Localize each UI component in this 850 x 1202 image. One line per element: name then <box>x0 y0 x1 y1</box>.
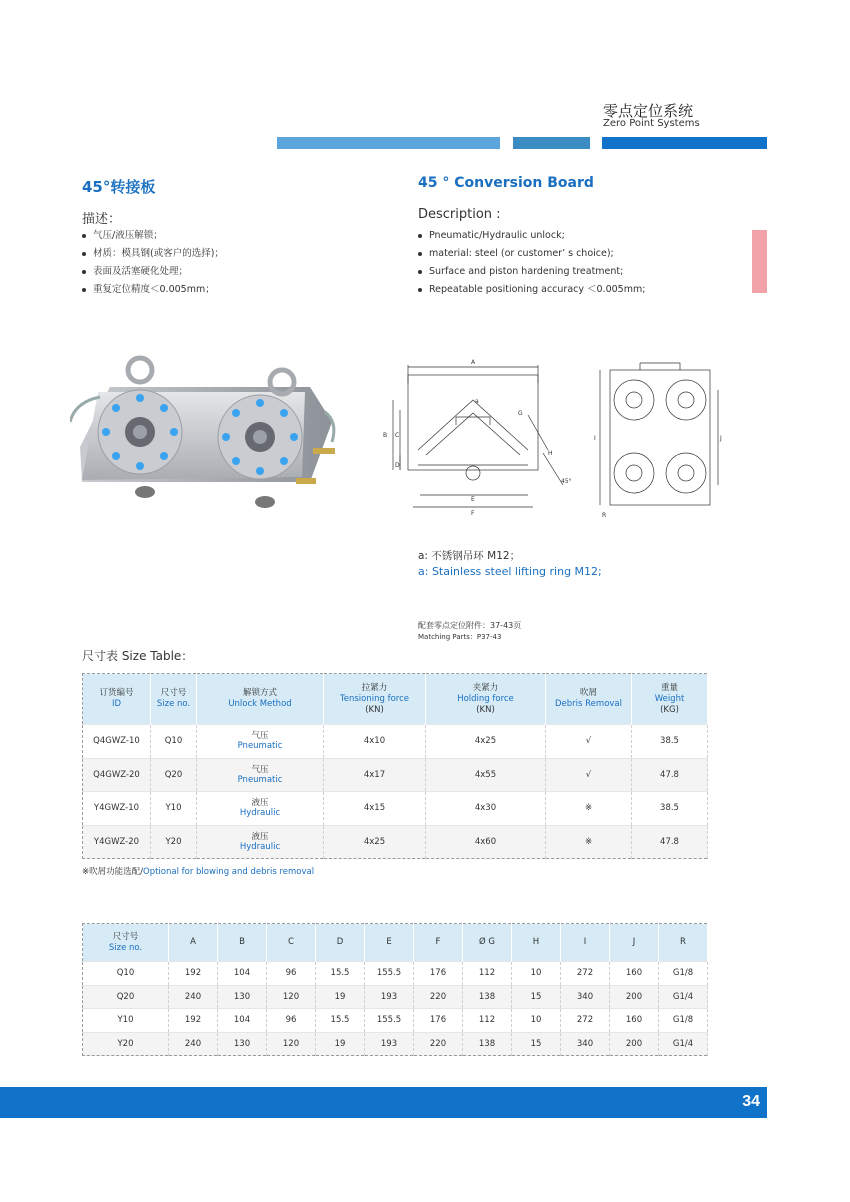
cell-id: Q4GWZ-20 <box>83 758 151 792</box>
table-cell: G1/8 <box>659 962 708 986</box>
dim-label-a: A <box>471 359 476 366</box>
cell-size: Q10 <box>151 725 197 759</box>
col-header-r: R <box>659 924 708 962</box>
header-bar-mid <box>513 137 590 149</box>
col-header-c: C <box>267 924 316 962</box>
brand-title-en: Zero Point Systems <box>603 118 700 129</box>
col-header-b: B <box>218 924 267 962</box>
cell-tension: 4x17 <box>324 758 426 792</box>
cell-method: 气压 Pneumatic <box>197 758 324 792</box>
col-header-g: Ø G <box>463 924 512 962</box>
dim-label-e: E <box>471 496 475 503</box>
col-header-holding-force: 夹紧力 Holding force (KN) <box>426 674 546 725</box>
cell-method: 液压 Hydraulic <box>197 792 324 826</box>
dim-label-h: H <box>548 450 553 457</box>
col-header-size: 尺寸号 Size no. <box>151 674 197 725</box>
technical-drawing-top <box>590 355 730 520</box>
cell-size: Y20 <box>151 825 197 859</box>
table-cell: 340 <box>561 985 610 1009</box>
table-cell: 160 <box>610 1009 659 1033</box>
list-item: 表面及活塞硬化处理； <box>82 263 224 281</box>
table-cell: 160 <box>610 962 659 986</box>
table-cell: 193 <box>365 985 414 1009</box>
cell-id: Y4GWZ-20 <box>83 825 151 859</box>
table-cell: 240 <box>169 985 218 1009</box>
product-photo <box>70 352 350 522</box>
cell-tension: 4x25 <box>324 825 426 859</box>
table-row <box>83 1032 708 1056</box>
table-cell: 192 <box>169 1009 218 1033</box>
description-heading-en: Description : <box>418 207 501 222</box>
cell-id: Y4GWZ-10 <box>83 792 151 826</box>
table-row <box>83 825 708 859</box>
col-header-weight: 重量 Weight (KG) <box>632 674 708 725</box>
table-cell: 272 <box>561 962 610 986</box>
table-cell: G1/4 <box>659 1032 708 1056</box>
col-header-tensioning-force: 拉紧力 Tensioning force (KN) <box>324 674 426 725</box>
list-item: 材质：模具钢(或客户的选择)； <box>82 245 224 263</box>
list-item: 重复定位精度＜0.005mm； <box>82 281 224 299</box>
table-cell: 130 <box>218 1032 267 1056</box>
dim-label-f: F <box>471 510 475 517</box>
table-cell: 112 <box>463 1009 512 1033</box>
table-row <box>83 1009 708 1033</box>
col-header-i: I <box>561 924 610 962</box>
table-cell: 240 <box>169 1032 218 1056</box>
product-title-en: 45 ° Conversion Board <box>418 175 594 191</box>
col-header-f: F <box>414 924 463 962</box>
cell-debris: ※ <box>546 825 632 859</box>
cell-id: Q4GWZ-10 <box>83 725 151 759</box>
col-header-size: 尺寸号 Size no. <box>83 924 169 962</box>
header-bar-light <box>277 137 500 149</box>
dimension-table <box>82 923 708 1056</box>
dim-label-i: I <box>594 435 596 442</box>
cell-debris: ※ <box>546 792 632 826</box>
list-item: Pneumatic/Hydraulic unlock; <box>418 227 645 245</box>
table-cell: 220 <box>414 1032 463 1056</box>
header-bar-dark <box>602 137 767 149</box>
table-cell: 130 <box>218 985 267 1009</box>
table-cell: Q10 <box>83 962 169 986</box>
list-item: 气压/液压解锁； <box>82 227 224 245</box>
table-cell: 96 <box>267 962 316 986</box>
matching-parts-cn: 配套零点定位附件：37-43页 <box>418 621 522 630</box>
col-header-j: J <box>610 924 659 962</box>
description-heading-cn: 描述： <box>82 212 122 227</box>
table-row <box>83 725 708 759</box>
table-cell: 15 <box>512 1032 561 1056</box>
cell-holding: 4x25 <box>426 725 546 759</box>
table-cell: 15.5 <box>316 962 365 986</box>
dim-label-g: G <box>518 410 523 417</box>
cell-weight: 38.5 <box>632 792 708 826</box>
table-cell: G1/4 <box>659 985 708 1009</box>
technical-drawing-side <box>378 355 578 520</box>
table-header-row <box>83 924 708 962</box>
table-cell: 193 <box>365 1032 414 1056</box>
cell-holding: 4x60 <box>426 825 546 859</box>
table-cell: 176 <box>414 962 463 986</box>
size-table-title: 尺寸表 Size Table： <box>82 649 194 663</box>
dim-label-c: C <box>395 432 400 439</box>
dim-label-b: B <box>383 432 388 439</box>
dim-label-r: R <box>602 512 607 519</box>
table-cell: G1/8 <box>659 1009 708 1033</box>
table-cell: 104 <box>218 1009 267 1033</box>
dim-label-j: J <box>720 435 722 442</box>
description-list-en <box>418 227 645 299</box>
side-tab-marker <box>752 230 767 293</box>
cell-method: 气压 Pneumatic <box>197 725 324 759</box>
description-list-cn <box>82 227 224 299</box>
col-header-id: 订货编号 ID <box>83 674 151 725</box>
table-row <box>83 985 708 1009</box>
dim-label-d: D <box>395 462 400 469</box>
table-row <box>83 758 708 792</box>
footer-bar <box>0 1087 767 1118</box>
table-cell: 19 <box>316 1032 365 1056</box>
col-header-h: H <box>512 924 561 962</box>
table-cell: 200 <box>610 1032 659 1056</box>
table-row <box>83 792 708 826</box>
table-cell: Y10 <box>83 1009 169 1033</box>
list-item: material: steel (or customer’ s choice); <box>418 245 645 263</box>
cell-weight: 47.8 <box>632 758 708 792</box>
table-cell: 96 <box>267 1009 316 1033</box>
cell-debris: √ <box>546 725 632 759</box>
cell-tension: 4x15 <box>324 792 426 826</box>
col-header-a: A <box>169 924 218 962</box>
table-cell: 15 <box>512 985 561 1009</box>
table-cell: 176 <box>414 1009 463 1033</box>
table-cell: 340 <box>561 1032 610 1056</box>
cell-weight: 38.5 <box>632 725 708 759</box>
debris-footnote: ※吹屑功能选配/Optional for blowing and debris removal <box>82 867 315 877</box>
dim-label-a-ring: a <box>475 398 479 405</box>
product-title-cn: 45°转接板 <box>82 178 156 196</box>
table-row <box>83 962 708 986</box>
list-item: Repeatable positioning accuracy ＜0.005mm; <box>418 281 645 299</box>
list-item: Surface and piston hardening treatment; <box>418 263 645 281</box>
table-cell: 104 <box>218 962 267 986</box>
table-cell: 138 <box>463 1032 512 1056</box>
dim-label-angle: 45° <box>561 478 572 485</box>
table-cell: 112 <box>463 962 512 986</box>
table-cell: 138 <box>463 985 512 1009</box>
table-cell: Y20 <box>83 1032 169 1056</box>
table-cell: 155.5 <box>365 962 414 986</box>
table-header-row <box>83 674 708 725</box>
cell-debris: √ <box>546 758 632 792</box>
brand-title-cn: 零点定位系统 <box>603 102 694 120</box>
table-cell: 272 <box>561 1009 610 1033</box>
cell-weight: 47.8 <box>632 825 708 859</box>
col-header-debris-removal: 吹屑 Debris Removal <box>546 674 632 725</box>
table-cell: 192 <box>169 962 218 986</box>
cell-method: 液压 Hydraulic <box>197 825 324 859</box>
col-header-unlock-method: 解锁方式 Unlock Method <box>197 674 324 725</box>
page-number: 34 <box>742 1093 760 1110</box>
table-cell: 120 <box>267 985 316 1009</box>
table-cell: 155.5 <box>365 1009 414 1033</box>
table-cell: Q20 <box>83 985 169 1009</box>
col-header-e: E <box>365 924 414 962</box>
spec-table <box>82 673 708 859</box>
cell-size: Y10 <box>151 792 197 826</box>
matching-parts-en: Matching Parts：P37-43 <box>418 633 502 641</box>
table-cell: 120 <box>267 1032 316 1056</box>
cell-holding: 4x55 <box>426 758 546 792</box>
lifting-ring-note-en: a: Stainless steel lifting ring M12; <box>418 565 602 578</box>
lifting-ring-note-cn: a: 不锈钢吊环 M12； <box>418 550 521 562</box>
table-cell: 15.5 <box>316 1009 365 1033</box>
table-cell: 10 <box>512 962 561 986</box>
table-cell: 19 <box>316 985 365 1009</box>
table-cell: 220 <box>414 985 463 1009</box>
col-header-d: D <box>316 924 365 962</box>
cell-tension: 4x10 <box>324 725 426 759</box>
table-cell: 200 <box>610 985 659 1009</box>
cell-holding: 4x30 <box>426 792 546 826</box>
cell-size: Q20 <box>151 758 197 792</box>
table-cell: 10 <box>512 1009 561 1033</box>
